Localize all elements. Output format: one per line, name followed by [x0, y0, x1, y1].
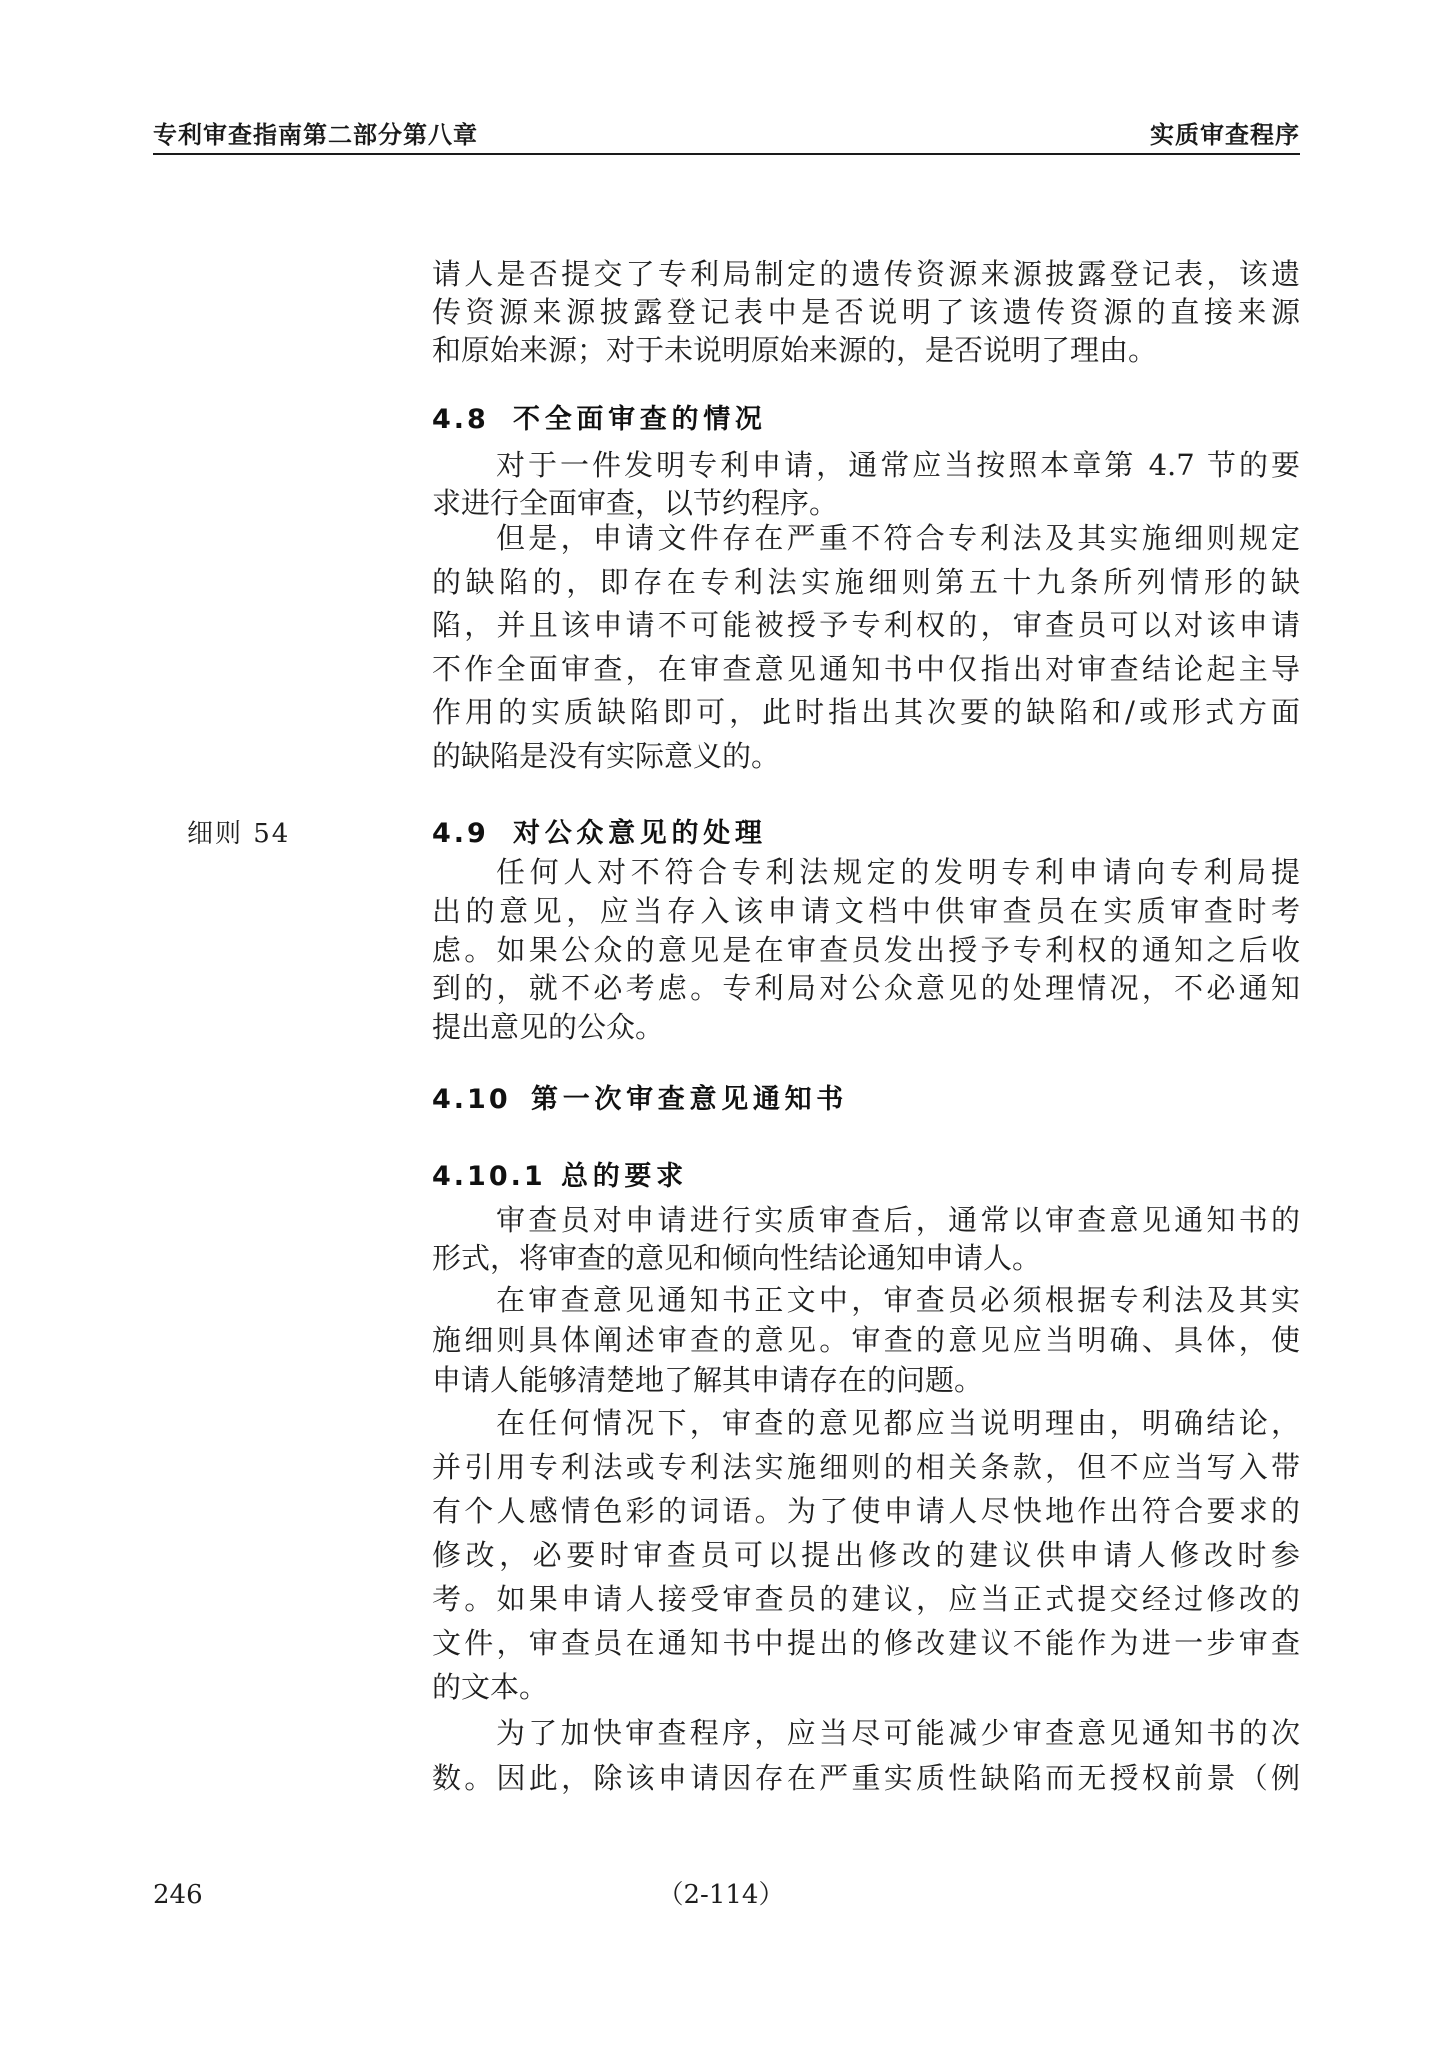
text-line: 考。如果申请人接受审查员的建议，应当正式提交经过修改的 [432, 1582, 1300, 1616]
text-line: 但是，申请文件存在严重不符合专利法及其实施细则规定 [496, 521, 1300, 555]
text-line: 审查员对申请进行实质审查后，通常以审查意见通知书的 [496, 1203, 1300, 1237]
paragraph [432, 853, 1300, 1047]
running-header-chapter: 专利审查指南第二部分第八章 [153, 120, 478, 149]
paragraph [432, 1711, 1300, 1801]
text-line: 施细则具体阐述审查的意见。审查的意见应当明确、具体，使 [432, 1323, 1300, 1357]
text-line: 任何人对不符合专利法规定的发明专利申请向专利局提 [496, 855, 1300, 889]
section-title: 不全面审查的情况 [513, 404, 767, 435]
text-line: 有个人感情色彩的词语。为了使申请人尽快地作出符合要求的 [432, 1494, 1300, 1528]
page-number: 246 [153, 1880, 203, 1910]
header-rule [153, 153, 1300, 155]
subsection-number: 4.10.1 [432, 1161, 546, 1192]
text-line: 陷，并且该申请不可能被授予专利权的，审查员可以对该申请 [432, 608, 1300, 643]
text-line: 文件，审查员在通知书中提出的修改建议不能作为进一步审查 [432, 1626, 1300, 1660]
text-line: 并引用专利法或专利法实施细则的相关条款，但不应当写入带 [432, 1450, 1300, 1484]
text-line: 为了加快审查程序，应当尽可能减少审查意见通知书的次 [496, 1716, 1300, 1750]
running-header-topic: 实质审查程序 [1150, 120, 1300, 149]
text-line: 对于一件发明专利申请，通常应当按照本章第 4.7 节的要 [496, 448, 1300, 482]
text-line: 求进行全面审查，以节约程序。 [432, 486, 839, 520]
text-line: 和原始来源；对于未说明原始来源的，是否说明了理由。 [432, 333, 1158, 367]
text-line: 的缺陷是没有实际意义的。 [432, 738, 781, 773]
section-title: 第一次审查意见通知书 [531, 1084, 848, 1115]
paragraph [432, 1280, 1300, 1400]
section-heading [432, 815, 1300, 853]
paragraph [432, 517, 1300, 779]
section-title: 对公众意见的处理 [513, 818, 767, 849]
text-line: 请人是否提交了专利局制定的遗传资源来源披露登记表，该遗 [432, 257, 1300, 291]
text-line: 在任何情况下，审查的意见都应当说明理由，明确结论， [496, 1406, 1300, 1440]
text-line: 修改，必要时审查员可以提出修改的建议供申请人修改时参 [432, 1538, 1300, 1572]
section-heading [432, 1081, 1300, 1119]
text-line: 虑。如果公众的意见是在审查员发出授予专利权的通知之后收 [432, 932, 1300, 967]
text-line: 传资源来源披露登记表中是否说明了该遗传资源的直接来源 [432, 295, 1300, 329]
text-line: 提出意见的公众。 [432, 1010, 665, 1045]
text-line: 形式，将审查的意见和倾向性结论通知申请人。 [432, 1241, 1042, 1275]
margin-note: 细则 54 [187, 819, 291, 849]
text-line: 申请人能够清楚地了解其申请存在的问题。 [432, 1363, 984, 1397]
text-line: 出的意见，应当存入该申请文档中供审查员在实质审查时考 [432, 893, 1300, 928]
text-line: 的缺陷的，即存在专利法实施细则第五十九条所列情形的缺 [432, 564, 1300, 599]
paragraph [432, 255, 1300, 369]
text-line: 到的，就不必考虑。专利局对公众意见的处理情况，不必通知 [432, 971, 1300, 1006]
paragraph [432, 446, 1300, 522]
text-line: 在审查意见通知书正文中，审查员必须根据专利法及其实 [496, 1283, 1300, 1317]
section-number: 4.9 [432, 818, 489, 849]
subsection-title: 总的要求 [561, 1161, 688, 1192]
subsection-heading [432, 1158, 1300, 1196]
section-heading [432, 401, 1300, 439]
text-line: 的文本。 [432, 1670, 549, 1704]
text-line: 不作全面审查，在审查意见通知书中仅指出对审查结论起主导 [432, 651, 1300, 686]
text-line: 作用的实质缺陷即可，此时指出其次要的缺陷和/或形式方面 [432, 695, 1300, 730]
paragraph [432, 1401, 1300, 1709]
section-number: 4.8 [432, 404, 489, 435]
section-page-number: （2-114） [657, 1880, 785, 1910]
text-line: 数。因此，除该申请因存在严重实质性缺陷而无授权前景（例 [432, 1761, 1300, 1795]
paragraph [432, 1201, 1300, 1277]
section-number: 4.10 [432, 1084, 511, 1115]
